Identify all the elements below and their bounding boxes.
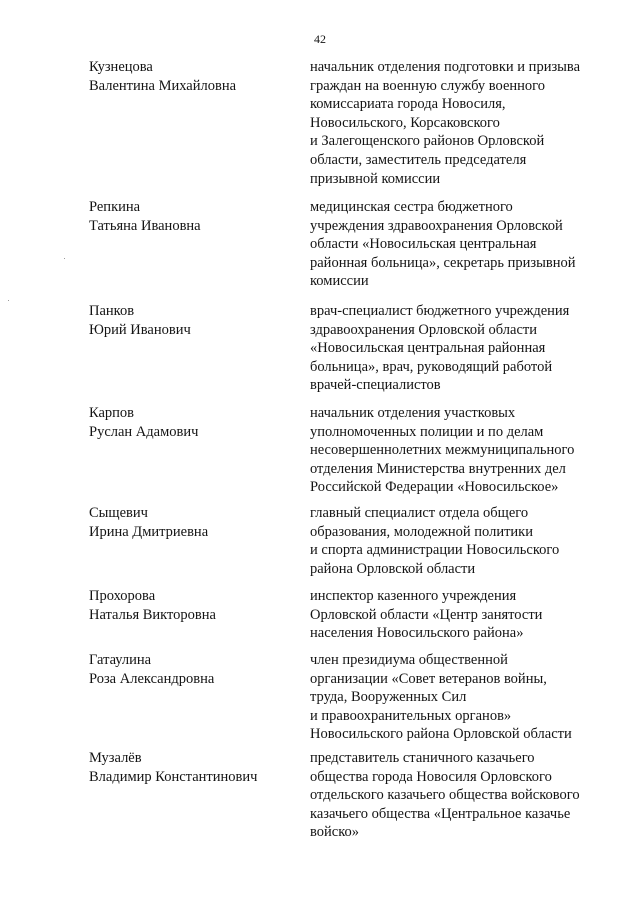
member-name: Карпов Руслан Адамович: [89, 405, 199, 440]
scan-speck: [64, 258, 65, 259]
member-name: Панков Юрий Иванович: [89, 303, 191, 338]
member-name: Гатаулина Роза Александровна: [89, 652, 215, 687]
member-name: Сыщевич Ирина Дмитриевна: [89, 505, 209, 540]
page-number: 42: [314, 32, 326, 46]
member-role: начальник отделения подготовки и призыва граждан на военную службу военного комиссариата города Новосиля, Новосильского, Корсаковского и Залегощенского районов Орловской области, заместитель председателя призывной комиссии: [310, 59, 581, 187]
member-role: инспектор казенного учреждения Орловской области «Центр занятости населения Новосильского района»: [310, 588, 543, 642]
member-name: Музалёв Владимир Константинович: [89, 750, 258, 785]
member-role: представитель станичного казачьего общества города Новосиля Орловского отдельского казачьего общества войскового казачьего общества «Центральное казачье войско»: [310, 750, 580, 841]
member-name: Кузнецова Валентина Михайловна: [89, 59, 237, 94]
member-name: Репкина Татьяна Ивановна: [89, 199, 201, 234]
member-role: врач-специалист бюджетного учреждения здравоохранения Орловской области «Новосильская центральная районная больница», врач, руководящий работой врачей-специалистов: [310, 303, 570, 394]
member-role: член президиума общественной организации «Совет ветеранов войны, труда, Вооруженных Сил и правоохранительных органов» Новосильского района Орловской области: [310, 652, 572, 743]
member-role: главный специалист отдела общего образования, молодежной политики и спорта администрации Новосильского района Орловской области: [310, 505, 560, 577]
member-role: начальник отделения участковых уполномоченных полиции и по делам несовершеннолетних межмуниципального отделения Министерства внутренних дел Российской Федерации «Новосильское»: [310, 405, 575, 496]
member-role: медицинская сестра бюджетного учреждения здравоохранения Орловской области «Новосильская центральная районная больница», секретарь призывной комиссии: [310, 199, 576, 290]
scan-speck: [8, 300, 9, 301]
member-name: Прохорова Наталья Викторовна: [89, 588, 216, 623]
